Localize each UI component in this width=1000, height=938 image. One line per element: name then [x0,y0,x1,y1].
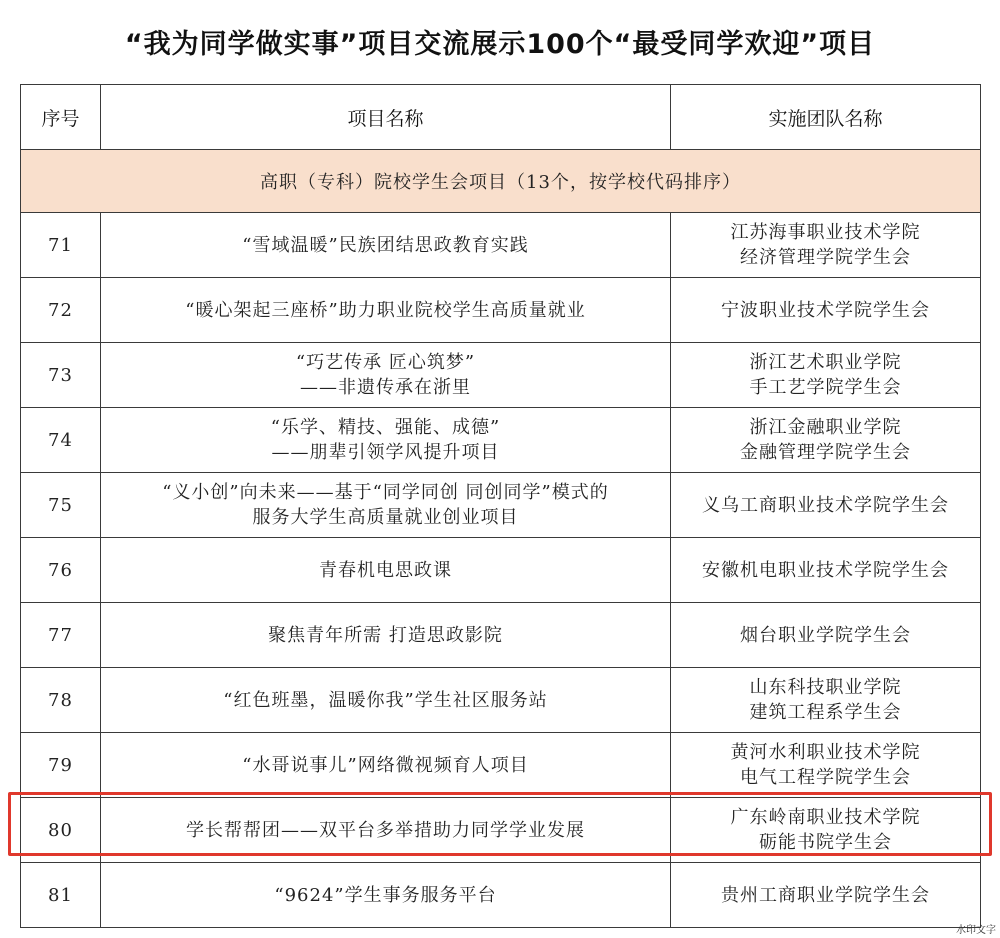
row-number: 76 [21,538,101,603]
row-number: 73 [21,343,101,408]
section-label: 高职（专科）院校学生会项目（13个，按学校代码排序） [21,150,981,213]
project-name-line: 聚焦青年所需 打造思政影院 [268,624,503,646]
project-name-line: “乐学、精技、强能、成德” [270,417,501,438]
team-name-line: 黄河水利职业技术学院 [730,742,921,763]
row-number: 79 [21,733,101,798]
table-row [21,278,981,343]
team-name-cell [671,603,981,668]
team-name-line: 烟台职业学院学生会 [740,624,911,646]
header-no: 序号 [21,85,101,150]
team-name-cell [671,538,981,603]
team-name-line: 义乌工商职业技术学院学生会 [702,494,949,516]
row-number: 81 [21,863,101,928]
team-name-line: 山东科技职业学院 [749,677,902,698]
team-name-line: 建筑工程系学生会 [749,702,902,723]
team-name-line: 金融管理学院学生会 [740,442,911,463]
project-name-line: “义小创”向未来——基于“同学同创 同创同学”模式的 [162,482,609,503]
table-row [21,343,981,408]
project-name-line: “暖心架起三座桥”助力职业院校学生高质量就业 [185,299,586,321]
project-name-cell [101,213,671,278]
table-row [21,473,981,538]
watermark: 水印文字 [956,925,996,936]
team-name-cell [671,863,981,928]
team-name-line: 经济管理学院学生会 [740,247,911,268]
project-name-cell [101,278,671,343]
project-name-line: ——朋辈引领学风提升项目 [271,442,500,463]
row-number: 71 [21,213,101,278]
project-name-line: “9624”学生事务服务平台 [274,884,497,906]
team-name-cell [671,278,981,343]
team-name-cell [671,213,981,278]
project-name-cell [101,863,671,928]
project-name-cell [101,733,671,798]
project-name-line: 青春机电思政课 [319,559,452,581]
project-name-cell [101,343,671,408]
table-row [21,733,981,798]
team-name-cell [671,408,981,473]
project-name-line: “红色班墨，温暖你我”学生社区服务站 [223,689,548,711]
table-row [21,668,981,733]
team-name-cell [671,343,981,408]
team-name-line: 安徽机电职业技术学院学生会 [702,559,949,581]
row-number: 72 [21,278,101,343]
project-name-cell [101,408,671,473]
team-name-line: 江苏海事职业技术学院 [730,222,921,243]
row-number: 77 [21,603,101,668]
team-name-cell [671,733,981,798]
project-name-cell [101,473,671,538]
table-row [21,408,981,473]
team-name-line: 贵州工商职业学院学生会 [721,884,930,906]
row-number: 75 [21,473,101,538]
team-name-line: 宁波职业技术学院学生会 [721,299,930,321]
page-title: “我为同学做实事”项目交流展示100个“最受同学欢迎”项目 [124,29,876,60]
team-name-line: 广东岭南职业技术学院 [730,807,921,828]
table-row [21,213,981,278]
row-number: 74 [21,408,101,473]
project-name-cell [101,538,671,603]
team-name-line: 砺能书院学生会 [759,832,892,853]
team-name-line: 电气工程学院学生会 [740,767,911,788]
project-name-cell [101,603,671,668]
team-name-line: 手工艺学院学生会 [749,377,902,398]
project-name-line: 服务大学生高质量就业创业项目 [252,507,519,528]
project-name-line: ——非遗传承在浙里 [300,377,471,398]
project-name-line: “雪域温暖”民族团结思政教育实践 [242,234,529,256]
table-row [21,538,981,603]
project-name-line: “水哥说事儿”网络微视频育人项目 [242,754,529,776]
section-row [21,150,981,213]
table-row [21,863,981,928]
table-header-row [21,85,981,150]
project-name-line: “巧艺传承 匠心筑梦” [295,352,476,373]
row-number: 80 [21,798,101,863]
header-team-name: 实施团队名称 [671,85,981,150]
row-number: 78 [21,668,101,733]
highlight-box [8,792,992,856]
team-name-cell [671,668,981,733]
header-project-name: 项目名称 [101,85,671,150]
team-name-line: 浙江艺术职业学院 [749,352,902,373]
team-name-line: 浙江金融职业学院 [749,417,902,438]
team-name-cell [671,473,981,538]
project-name-line: 学长帮帮团——双平台多举措助力同学学业发展 [186,819,585,841]
project-name-cell [101,668,671,733]
table-row [21,603,981,668]
